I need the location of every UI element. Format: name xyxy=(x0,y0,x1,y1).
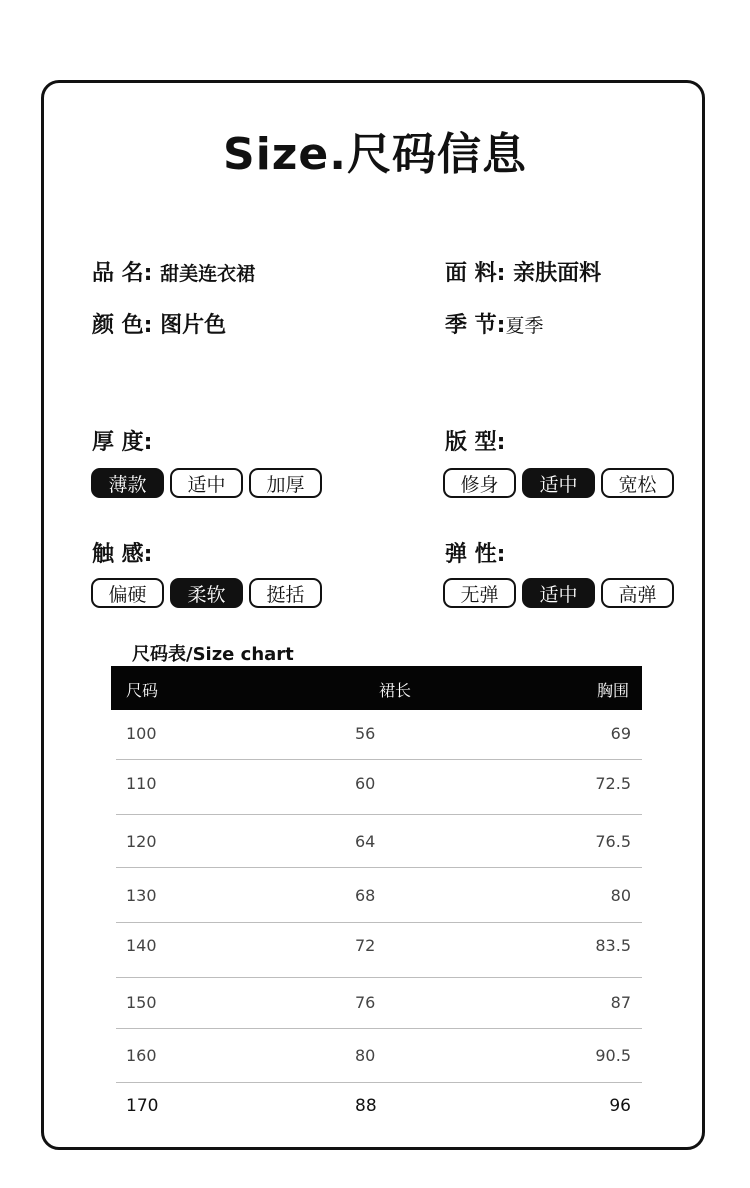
size-cell: 160 xyxy=(126,1046,157,1065)
size-cell: 100 xyxy=(126,724,157,743)
length-cell: 72 xyxy=(355,936,376,955)
thickness-options xyxy=(91,468,322,498)
elasticity-option-1[interactable]: 无弹 xyxy=(443,578,516,608)
color-label: 颜 色: xyxy=(92,313,153,338)
size-info-card xyxy=(41,80,705,1150)
thickness-option-3[interactable]: 加厚 xyxy=(249,468,322,498)
fabric-label: 面 料: xyxy=(445,261,506,286)
size-cell: 130 xyxy=(126,886,157,905)
bust-cell: 76.5 xyxy=(595,832,631,851)
length-cell: 80 xyxy=(355,1046,376,1065)
bust-cell: 90.5 xyxy=(595,1046,631,1065)
fabric-value: 亲肤面料 xyxy=(513,261,602,286)
row-divider xyxy=(116,977,642,978)
length-cell: 60 xyxy=(355,774,376,793)
header-size: 尺码 xyxy=(126,681,159,700)
fit-label: 版 型: xyxy=(445,430,506,455)
size-chart-header xyxy=(111,666,642,710)
row-divider xyxy=(116,867,642,868)
bust-cell: 87 xyxy=(610,993,631,1012)
size-cell: 110 xyxy=(126,774,157,793)
row-divider xyxy=(116,922,642,923)
row-divider xyxy=(116,1028,642,1029)
season-value: 夏季 xyxy=(505,315,544,337)
header-length: 裙长 xyxy=(379,681,412,700)
thickness-option-1[interactable]: 薄款 xyxy=(91,468,164,498)
fit-option-3[interactable]: 宽松 xyxy=(601,468,674,498)
size-chart-caption: 尺码表/Size chart xyxy=(132,644,294,665)
fabric-info xyxy=(445,256,601,287)
thickness-label: 厚 度: xyxy=(92,430,153,455)
fit-options xyxy=(443,468,674,498)
page-title: Size.尺码信息 xyxy=(223,129,527,180)
touch-options xyxy=(91,578,322,608)
length-cell: 56 xyxy=(355,724,376,743)
bust-cell: 69 xyxy=(610,724,631,743)
season-info xyxy=(445,308,543,339)
bust-cell: 83.5 xyxy=(595,936,631,955)
product-name-value: 甜美连衣裙 xyxy=(160,263,256,285)
length-cell: 88 xyxy=(355,1096,377,1116)
length-cell: 64 xyxy=(355,832,376,851)
elasticity-label: 弹 性: xyxy=(445,542,506,567)
size-cell: 150 xyxy=(126,993,157,1012)
thickness-option-2[interactable]: 适中 xyxy=(170,468,243,498)
row-divider xyxy=(116,814,642,815)
size-cell: 140 xyxy=(126,936,157,955)
elasticity-option-2[interactable]: 适中 xyxy=(522,578,595,608)
length-cell: 76 xyxy=(355,993,376,1012)
elasticity-option-3[interactable]: 高弹 xyxy=(601,578,674,608)
color-value: 图片色 xyxy=(160,313,227,338)
length-cell: 68 xyxy=(355,886,376,905)
bust-cell: 96 xyxy=(609,1096,631,1116)
product-name xyxy=(92,256,255,287)
touch-option-1[interactable]: 偏硬 xyxy=(91,578,164,608)
touch-option-3[interactable]: 挺括 xyxy=(249,578,322,608)
bust-cell: 80 xyxy=(610,886,631,905)
season-label: 季 节: xyxy=(445,313,506,338)
row-divider xyxy=(116,759,642,760)
size-cell: 170 xyxy=(126,1096,159,1116)
header-bust: 胸围 xyxy=(596,681,629,700)
fit-option-1[interactable]: 修身 xyxy=(443,468,516,498)
touch-option-2[interactable]: 柔软 xyxy=(170,578,243,608)
fit-option-2[interactable]: 适中 xyxy=(522,468,595,498)
bust-cell: 72.5 xyxy=(595,774,631,793)
touch-label: 触 感: xyxy=(92,542,153,567)
product-name-label: 品 名: xyxy=(92,261,153,286)
elasticity-options xyxy=(443,578,674,608)
color-info xyxy=(92,308,226,339)
size-cell: 120 xyxy=(126,832,157,851)
row-divider xyxy=(116,1082,642,1083)
